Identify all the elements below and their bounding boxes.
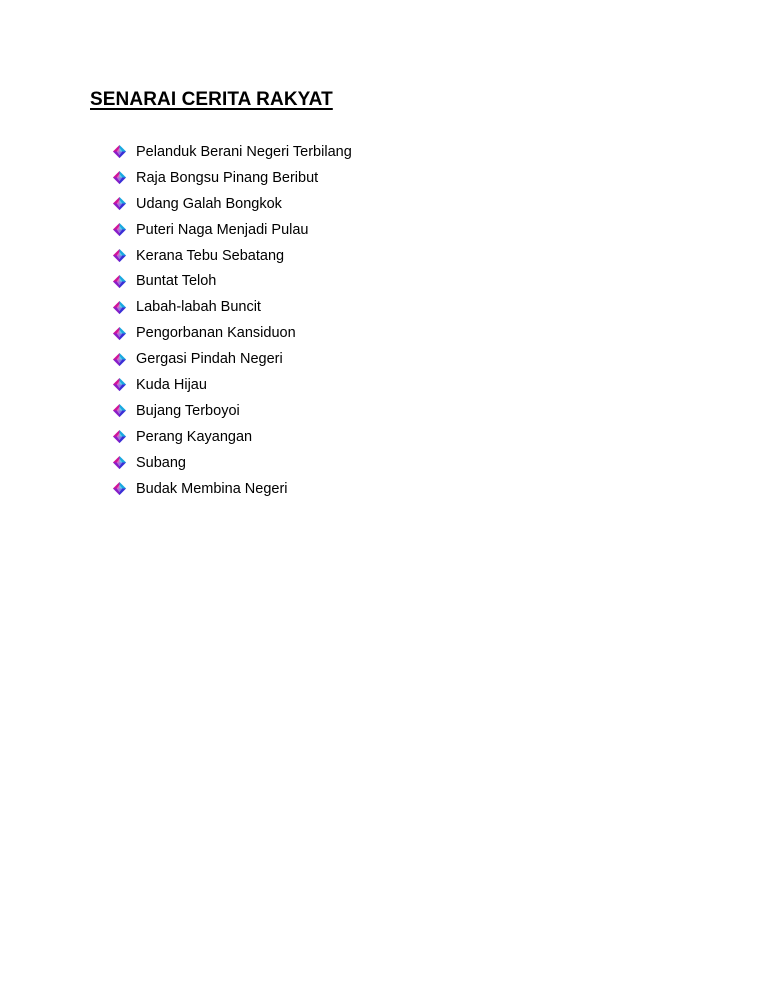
- list-item-label: Buntat Teloh: [136, 273, 217, 290]
- list-item-label: Kuda Hijau: [136, 376, 207, 393]
- list-item: [110, 165, 352, 191]
- list-item: [110, 398, 352, 424]
- gem-bullet-icon: [112, 481, 127, 496]
- list-item: [110, 346, 352, 372]
- list-item: [110, 217, 352, 243]
- list-item: [110, 372, 352, 398]
- list-item-label: Labah-labah Buncit: [136, 299, 261, 316]
- list-item-label: Perang Kayangan: [136, 428, 253, 445]
- gem-bullet-icon: [112, 377, 127, 392]
- list-item-label: Subang: [136, 454, 186, 471]
- list-item-label: Raja Bongsu Pinang Beribut: [136, 169, 319, 186]
- gem-bullet-icon: [112, 144, 127, 159]
- list-item-label: Bujang Terboyoi: [136, 402, 240, 419]
- list-item-label: Pelanduk Berani Negeri Terbilang: [136, 143, 352, 160]
- list-item: [110, 243, 352, 269]
- gem-bullet-icon: [112, 429, 127, 444]
- gem-bullet-icon: [112, 352, 127, 367]
- gem-bullet-icon: [112, 326, 127, 341]
- gem-bullet-icon: [112, 274, 127, 289]
- gem-bullet-icon: [112, 222, 127, 237]
- list-item-label: Kerana Tebu Sebatang: [136, 247, 285, 264]
- gem-bullet-icon: [112, 248, 127, 263]
- list-item-label: Budak Membina Negeri: [136, 480, 288, 497]
- list-item: [110, 139, 352, 165]
- gem-bullet-icon: [112, 455, 127, 470]
- gem-bullet-icon: [112, 196, 127, 211]
- list-item: [110, 191, 352, 217]
- story-list: [110, 139, 352, 501]
- gem-bullet-icon: [112, 170, 127, 185]
- list-item: [110, 450, 352, 476]
- gem-bullet-icon: [112, 300, 127, 315]
- list-item-label: Pengorbanan Kansiduon: [136, 325, 296, 342]
- list-item: [110, 476, 352, 502]
- list-item-label: Udang Galah Bongkok: [136, 195, 282, 212]
- list-item-label: Gergasi Pindah Negeri: [136, 351, 283, 368]
- list-item: [110, 424, 352, 450]
- list-item: [110, 268, 352, 294]
- gem-bullet-icon: [112, 403, 127, 418]
- document-title: SENARAI CERITA RAKYAT: [90, 89, 333, 110]
- list-item: [110, 294, 352, 320]
- list-item-label: Puteri Naga Menjadi Pulau: [136, 221, 309, 238]
- list-item: [110, 320, 352, 346]
